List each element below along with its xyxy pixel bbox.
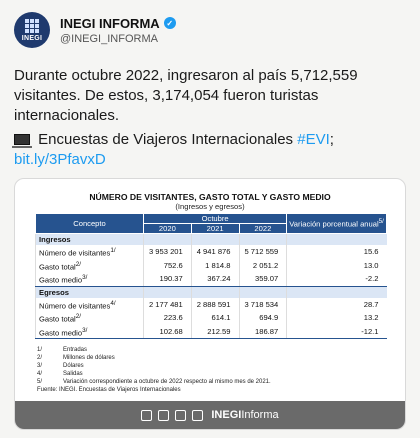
cell-2021: 367.24 <box>191 272 239 286</box>
verified-badge-icon: ✓ <box>164 17 176 29</box>
table-title: NÚMERO DE VISITANTES, GASTO TOTAL Y GASTO MEDIO <box>89 192 331 202</box>
note-item: 5/ Variación correspondiente a octubre de 2022 respecto al mismo mes de 2021. <box>37 379 271 385</box>
header-2021: 2021 <box>191 224 239 234</box>
row-label: Número de visitantes$^{4/}$ <box>36 298 144 312</box>
header-octubre: Octubre <box>144 214 287 224</box>
tweet-text: Durante octubre 2022, ingresaron al país 5,712,559 visitantes. De estos, 3,174,054 fueron turistas internacionales. <box>14 67 358 124</box>
table-notes <box>37 346 271 394</box>
youtube-icon <box>192 410 203 421</box>
cell-2020: 223.6 <box>144 311 192 325</box>
row-label: Gasto medio$^{3/}$ <box>36 325 144 339</box>
inegi-logo-icon <box>25 19 39 33</box>
visitors-table <box>35 213 387 339</box>
cell-2020: 2 177 481 <box>144 298 192 312</box>
note-item: 3/ Dólares <box>37 363 84 369</box>
table-row <box>36 272 387 286</box>
cell-2022: 3 718 534 <box>239 298 287 312</box>
cell-2020: 752.6 <box>144 259 192 273</box>
short-url-link[interactable]: bit.ly/3PfavxD <box>14 151 106 168</box>
header-variacion <box>287 214 387 234</box>
header-variacion-text: Variación porcentual anual <box>289 219 379 229</box>
footer-brand: INEGIInforma <box>211 409 279 421</box>
separator: ; <box>329 131 334 148</box>
table-source: Fuente: INEGI. Encuestas de Viajeros Internacionales <box>37 387 181 393</box>
tweet-header <box>14 12 176 48</box>
note-item: 4/ Salidas <box>37 371 83 377</box>
attached-image-card[interactable] <box>14 178 406 430</box>
cell-variacion: -2.2 <box>287 272 387 286</box>
account-handle[interactable]: @INEGI_INFORMA <box>60 32 158 45</box>
row-label: Número de visitantes$^{1/}$ <box>36 245 144 259</box>
cell-2021: 614.1 <box>191 311 239 325</box>
cell-2022: 359.07 <box>239 272 287 286</box>
cell-2021: 4 941 876 <box>191 245 239 259</box>
survey-name: Encuestas de Viajeros Internacionales <box>38 131 294 148</box>
header-variacion-note: 5/ <box>378 218 384 226</box>
section-label: Ingresos <box>36 234 144 246</box>
note-item: 2/ Millones de dólares <box>37 355 115 361</box>
table-row <box>36 245 387 259</box>
table-subtitle: (Ingresos y egresos) <box>175 202 245 211</box>
twitter-icon <box>175 410 186 421</box>
cell-2021: 212.59 <box>191 325 239 339</box>
row-label: Gasto total$^{2/}$ <box>36 259 144 273</box>
cell-variacion: -12.1 <box>287 325 387 339</box>
section-row-ingresos <box>36 234 387 246</box>
cell-2022: 2 051.2 <box>239 259 287 273</box>
cell-2021: 1 814.8 <box>191 259 239 273</box>
section-label: Egresos <box>36 286 144 298</box>
avatar-text: INEGI <box>21 34 43 42</box>
laptop-icon <box>14 134 30 145</box>
table-row <box>36 325 387 339</box>
cell-2020: 102.68 <box>144 325 192 339</box>
table-row <box>36 311 387 325</box>
section-row-egresos <box>36 286 387 298</box>
cell-variacion: 13.2 <box>287 311 387 325</box>
cell-2022: 5 712 559 <box>239 245 287 259</box>
header-2022: 2022 <box>239 224 287 234</box>
hashtag-link[interactable]: #EVI <box>297 131 330 148</box>
display-name-text[interactable]: INEGI INFORMA <box>60 15 160 31</box>
facebook-icon <box>141 410 152 421</box>
note-item: 1/ Entradas <box>37 347 88 353</box>
row-label: Gasto medio$^{3/}$ <box>36 272 144 286</box>
display-name[interactable] <box>60 16 176 31</box>
cell-2022: 186.87 <box>239 325 287 339</box>
table-row <box>36 259 387 273</box>
cell-variacion: 28.7 <box>287 298 387 312</box>
cell-2020: 3 953 201 <box>144 245 192 259</box>
tweet-link-line <box>14 130 410 170</box>
header-2020: 2020 <box>144 224 192 234</box>
cell-2020: 190.37 <box>144 272 192 286</box>
cell-variacion: 13.0 <box>287 259 387 273</box>
image-footer-bar <box>15 401 405 429</box>
header-concepto: Concepto <box>36 214 144 234</box>
instagram-icon <box>158 410 169 421</box>
cell-2022: 694.9 <box>239 311 287 325</box>
table-row <box>36 298 387 312</box>
cell-variacion: 15.6 <box>287 245 387 259</box>
account-names <box>60 16 176 45</box>
avatar[interactable] <box>14 12 50 48</box>
cell-2021: 2 888 591 <box>191 298 239 312</box>
row-label: Gasto total$^{2/}$ <box>36 311 144 325</box>
